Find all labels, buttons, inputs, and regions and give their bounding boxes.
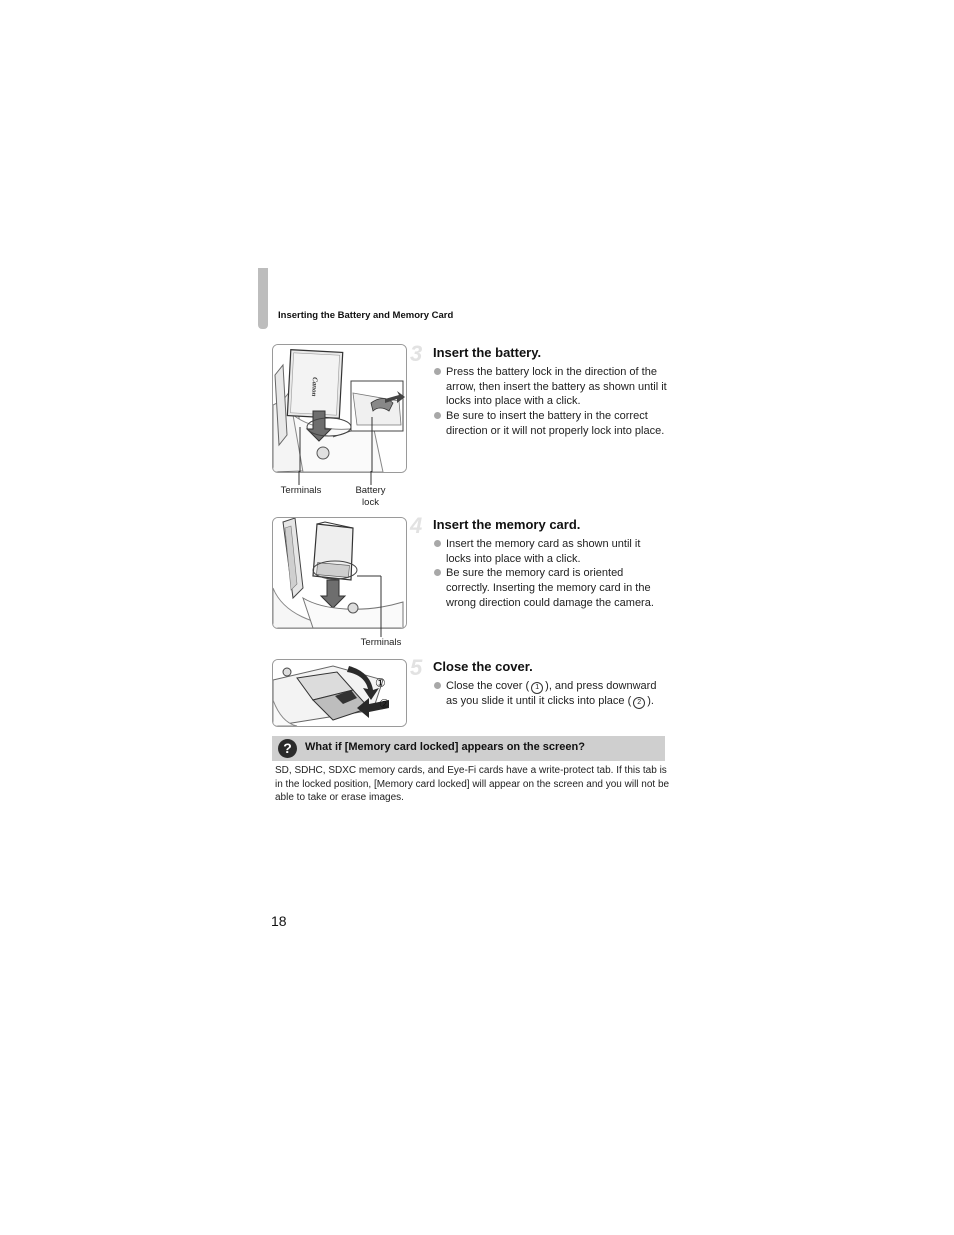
battery-lock-callout: Battery lock: [355, 485, 386, 508]
step-title: Insert the memory card.: [433, 517, 581, 532]
step-bullets: [433, 679, 668, 709]
step-number: 4: [410, 513, 423, 538]
battery-brand-label: Canon: [309, 376, 319, 397]
marker-2-label: ②: [379, 697, 390, 711]
page-number: 18: [271, 913, 287, 929]
step-number: 3: [410, 341, 423, 366]
tip-body: SD, SDHC, SDXC memory cards, and Eye-Fi cards have a write-protect tab. If this tab is in the locked position, [Memory card locked] will appear on the screen and you will not be able to take or erase images.: [275, 765, 670, 803]
terminals-callout: Terminals: [360, 637, 402, 648]
step-marker-2: 2: [633, 697, 645, 709]
question-icon: ?: [278, 739, 297, 758]
step-bullets: [433, 365, 668, 439]
terminals-callout: Terminals: [280, 485, 322, 496]
bullet-icon: [434, 540, 441, 547]
bullet-icon: [434, 412, 441, 419]
tip-header: [272, 736, 665, 761]
bullet-icon: [434, 569, 441, 576]
memory-card-illustration: [272, 517, 407, 629]
list-item: Close the cover ( 1 ), and press downward as you slide it until it clicks into place ( 2 ).: [433, 679, 668, 709]
list-item: Press the battery lock in the direction of the arrow, then insert the battery as shown until it locks into place with a click.: [433, 365, 668, 409]
list-item: Be sure to insert the battery in the correct direction or it will not properly lock into place.: [433, 409, 668, 438]
step-number: 5: [410, 655, 423, 680]
section-header: Inserting the Battery and Memory Card: [278, 310, 454, 321]
marker-1-label: ①: [375, 676, 386, 690]
close-cover-illustration: [272, 659, 407, 727]
tip-title: What if [Memory card locked] appears on the screen?: [305, 741, 585, 753]
step-title: Insert the battery.: [433, 345, 542, 360]
bullet-icon: [434, 368, 441, 375]
step-bullets: [433, 537, 668, 611]
bullet-icon: [434, 682, 441, 689]
chapter-tab: [258, 268, 268, 329]
step-marker-1: 1: [531, 682, 543, 694]
battery-illustration: [272, 344, 407, 473]
step-title: Close the cover.: [433, 659, 533, 674]
list-item: Be sure the memory card is oriented correctly. Inserting the memory card in the wrong direction could damage the camera.: [433, 566, 668, 610]
list-item: Insert the memory card as shown until it locks into place with a click.: [433, 537, 668, 566]
